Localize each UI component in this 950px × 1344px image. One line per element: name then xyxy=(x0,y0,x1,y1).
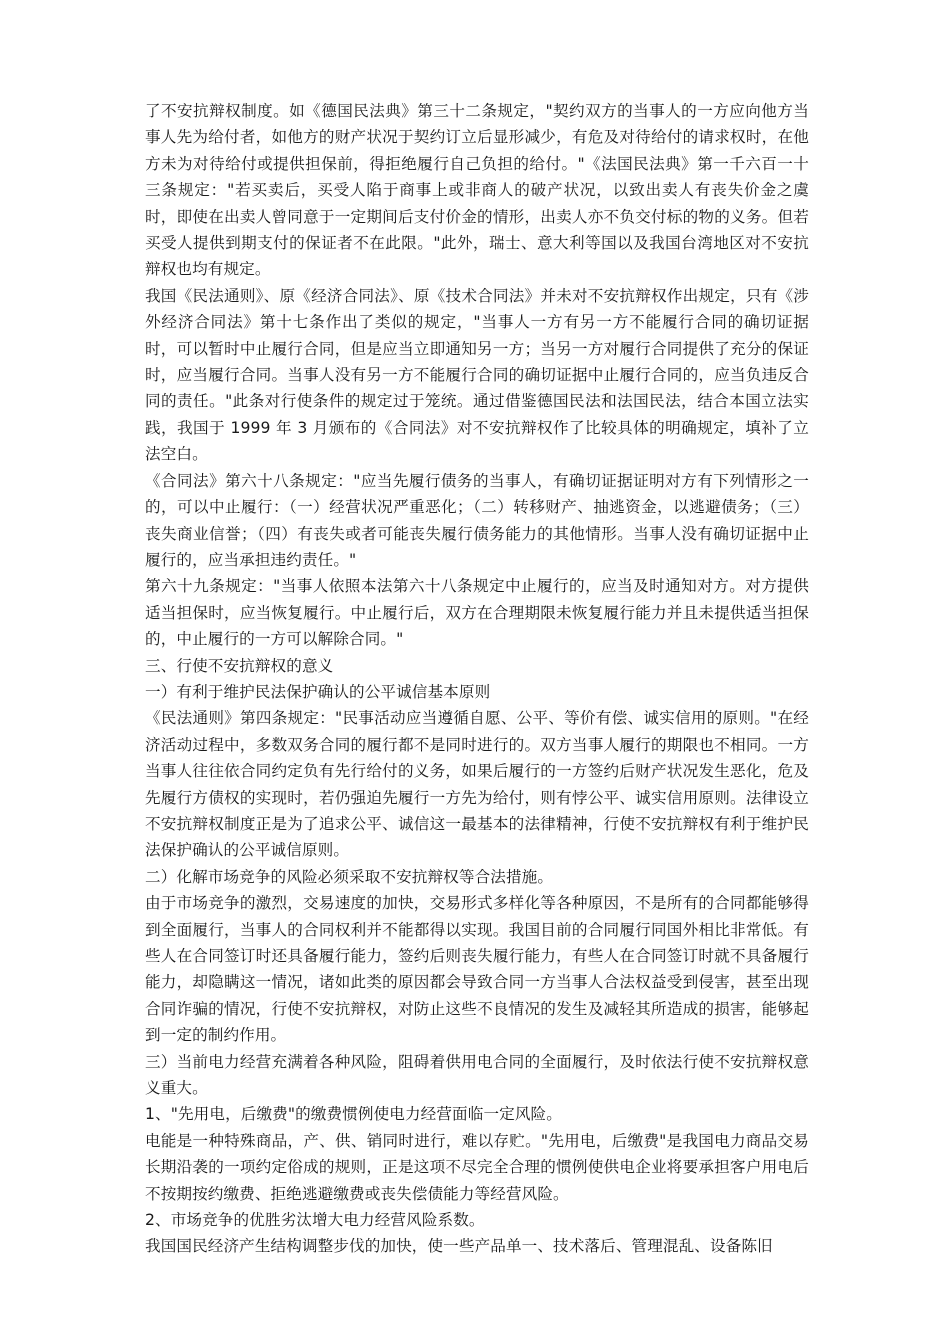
paragraph-article-69: 第六十九条规定："当事人依照本法第六十八条规定中止履行的，应当及时通知对方。对方提供适当担保时，应当恢复履行。中止履行后，双方在合理期限未恢复履行能力并且未提供适当担保的，中止履行的一方可以解除合同。" xyxy=(145,577,809,649)
paragraph-foreign-law: 了不安抗辩权制度。如《德国民法典》第三十二条规定，"契约双方的当事人的一方应向他方当事人先为给付者，如他方的财产状况于契约订立后显形减少，有危及对待给付的请求权时，在他方未为对待给付或提供担保前，得拒绝履行自己负担的给付。"《法国民法典》第一千六百一十三条规定："若买卖后，买受人陷于商事上或非商人的破产状况，以致出卖人有丧失价金之虞时，即使在出卖人曾同意于一定期间后支付价金的情形，出卖人亦不负交付标的物的义务。但若买受人提供到期支付的保证者不在此限。"此外，瑞士、意大利等国以及我国台湾地区对不安抗辩权也均有规定。 xyxy=(145,102,809,279)
paragraph-electricity-commodity: 电能是一种特殊商品，产、供、销同时进行，难以存贮。"先用电，后缴费"是我国电力商品交易长期沿袭的一项约定俗成的规则，正是这项不尽完全合理的惯例使供电企业将要承担客户用电后不按期按约缴费、拒绝逃避缴费或丧失偿债能力等经营风险。 xyxy=(145,1131,809,1203)
subheading-fairness-principle: 一）有利于维护民法保护确认的公平诚信基本原则 xyxy=(145,682,491,701)
subheading-market-risk: 二）化解市场竞争的风险必须采取不安抗辩权等合法措施。 xyxy=(145,867,554,886)
paragraph-economic-restructuring: 我国国民经济产生结构调整步伐的加快，使一些产品单一、技术落后、管理混乱、设备陈旧 xyxy=(145,1237,773,1256)
document-body xyxy=(145,98,809,1260)
paragraph-article-68: 《合同法》第六十八条规定："应当先履行债务的当事人，有确切证据证明对方有下列情形之一的，可以中止履行：（一）经营状况严重恶化；（二）转移财产、抽逃资金，以逃避债务；（三）丧失商业信誉；（四）有丧失或者可能丧失履行债务能力的其他情形。当事人没有确切证据中止履行的，应当承担违约责任。" xyxy=(145,471,809,569)
paragraph-china-law-history: 我国《民法通则》、原《经济合同法》、原《技术合同法》并未对不安抗辩权作出规定，只有《涉外经济合同法》第十七条作出了类似的规定，"当事人一方有另一方不能履行合同的确切证据时，可以暂时中止履行合同，但是应当立即通知另一方；当另一方对履行合同提供了充分的保证时，应当履行合同。当事人没有另一方不能履行合同的确切证据中止履行合同的，应当负违反合同的责任。"此条对行使条件的规定过于笼统。通过借鉴德国民法和法国民法，结合本国立法实践，我国于 1999 年 3 月颁布的《合同法》对不安抗辩权作了比较具体的明确规定，填补了立法空白。 xyxy=(145,286,809,464)
subheading-use-first-pay-later: 1、"先用电，后缴费"的缴费惯例使电力经营面临一定风险。 xyxy=(145,1105,562,1124)
paragraph-market-competition: 由于市场竞争的激烈，交易速度的加快，交易形式多样化等各种原因，不是所有的合同都能够得到全面履行，当事人的合同权利并不能都得以实现。我国目前的合同履行同国外相比非常低。有些人在合同签订时还具备履行能力，签约后则丧失履行能力，有些人在合同签订时就不具备履行能力，却隐瞒这一情况，诸如此类的原因都会导致合同一方当事人合法权益受到侵害，甚至出现合同诈骗的情况，行使不安抗辩权，对防止这些不良情况的发生及减轻其所造成的损害，能够起到一定的制约作用。 xyxy=(145,894,809,1045)
subheading-power-risk: 三）当前电力经营充满着各种风险，阻碍着供用电合同的全面履行，及时依法行使不安抗辩权意义重大。 xyxy=(145,1052,809,1098)
section-heading-significance: 三、行使不安抗辩权的意义 xyxy=(145,656,334,675)
subheading-survival-of-fittest: 2、市场竞争的优胜劣汰增大电力经营风险系数。 xyxy=(145,1211,485,1230)
paragraph-civil-law-article-4: 《民法通则》第四条规定："民事活动应当遵循自愿、公平、等价有偿、诚实信用的原则。"在经济活动过程中，多数双务合同的履行都不是同时进行的。双方当事人履行的期限也不相同。一方当事人往往依合同约定负有先行给付的义务，如果后履行的一方签约后财产状况发生恶化，危及先履行方债权的实现时，若仍强迫先履行一方先为给付，则有悖公平、诚实信用原则。法律设立不安抗辩权制度正是为了追求公平、诚信这一最基本的法律精神，行使不安抗辩权有利于维护民法保护确认的公平诚信原则。 xyxy=(145,709,809,860)
